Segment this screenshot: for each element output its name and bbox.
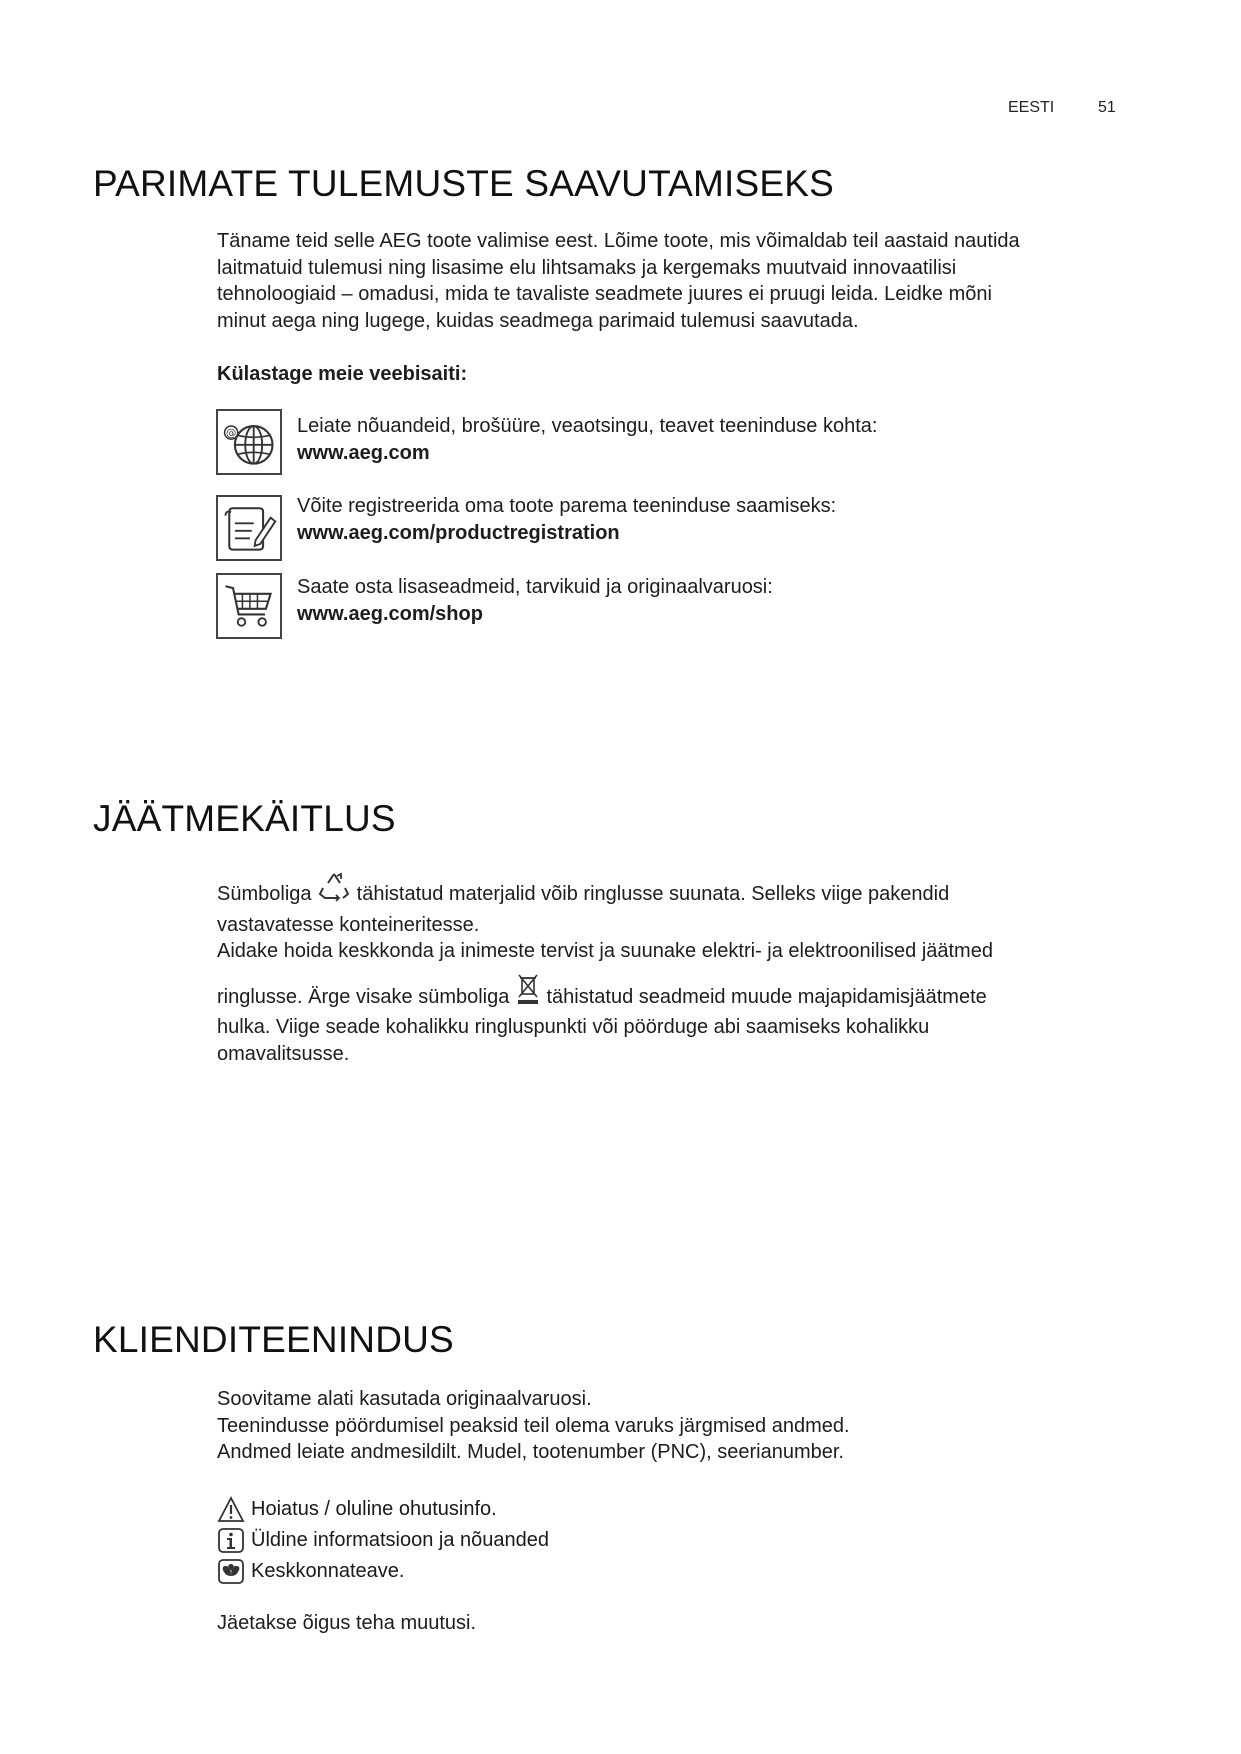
link-description: Võite registreerida oma toote parema teeninduse saamiseks: [297,495,837,517]
waste-line: hulka. Viige seade kohalikku ringluspunkti või pöörduge abi saamiseks kohalikku [217,1016,930,1038]
globe-web-icon [216,409,282,475]
environment-leaf-icon [217,1558,245,1585]
waste-line: ringlusse. Ärge visake sümboliga tähistatud seadmeid muude majapidamisjäätmete [217,973,1177,1015]
intro-paragraph [217,228,1157,334]
header-language: EESTI [1008,99,1055,116]
disclaimer-note: Jäetakse õigus teha muutusi. [217,1612,477,1634]
waste-paragraph [217,870,1177,1067]
service-line: Andmed leiate andmesildilt. Mudel, tootenumber (PNC), seerianumber. [217,1441,844,1463]
section-title-waste: JÄÄTMEKÄITLUS [93,798,396,839]
waste-line: Aidake hoida keskkonda ja inimeste tervist ja suunake elektri- ja elektroonilised jäätmed [217,940,993,962]
registration-form-icon [216,495,282,561]
symbol-legend [217,1494,549,1587]
info-icon [217,1527,245,1554]
link-description: Leiate nõuandeid, brošüüre, veaotsingu, teavet teeninduse kohta: [297,415,878,437]
header-page-number: 51 [1098,99,1116,116]
link-row-shop [297,574,773,628]
link-url-aeg[interactable]: www.aeg.com [297,442,430,464]
svg-text:@: @ [225,427,237,440]
waste-line: vastavatesse konteineritesse. [217,913,480,936]
legend-item-warning: Hoiatus / oluline ohutusinfo. [217,1494,549,1525]
link-description: Saate osta lisaseadmeid, tarvikuid ja originaalvaruosi: [297,576,773,598]
customer-service-paragraph [217,1386,1157,1466]
section-title-best-results: PARIMATE TULEMUSTE SAAVUTAMISEKS [93,163,835,204]
intro-line: tehnoloogiaid – omadusi, mida te tavaliste seadmete juures ei pruugi leida. Leidke mõni [217,283,992,305]
link-url-productregistration[interactable]: www.aeg.com/productregistration [297,522,620,544]
intro-line: Täname teid selle AEG toote valimise eest. Lõime toote, mis võimaldab teil aastaid nautida [217,230,1020,252]
shopping-cart-icon [216,573,282,639]
intro-line: laitmatuid tulemusi ning lisasime elu lihtsamaks ja kergemaks muutvaid innovaatilisi [217,256,957,279]
recycle-icon [317,870,351,912]
crossed-bin-weee-icon [515,973,541,1015]
warning-triangle-icon [217,1496,245,1523]
waste-line: Sümboliga tähistatud materjalid võib ringlusse suunata. Selleks viige pakendid [217,870,1177,912]
link-url-shop[interactable]: www.aeg.com/shop [297,603,483,625]
section-title-customer-service: KLIENDITEENINDUS [93,1319,454,1360]
service-line: Soovitame alati kasutada originaalvaruosi. [217,1388,592,1410]
visit-website-label: Külastage meie veebisaiti: [217,363,468,385]
waste-line: omavalitsusse. [217,1042,350,1065]
link-row-registration [297,493,836,547]
legend-item-environment: Keskkonnateave. [217,1556,549,1587]
intro-line: minut aega ning lugege, kuidas seadmega parimaid tulemusi saavutada. [217,309,859,332]
service-line: Teenindusse pöördumisel peaksid teil olema varuks järgmised andmed. [217,1414,850,1437]
legend-item-info: Üldine informatsioon ja nõuanded [217,1525,549,1556]
link-row-website [297,413,877,467]
